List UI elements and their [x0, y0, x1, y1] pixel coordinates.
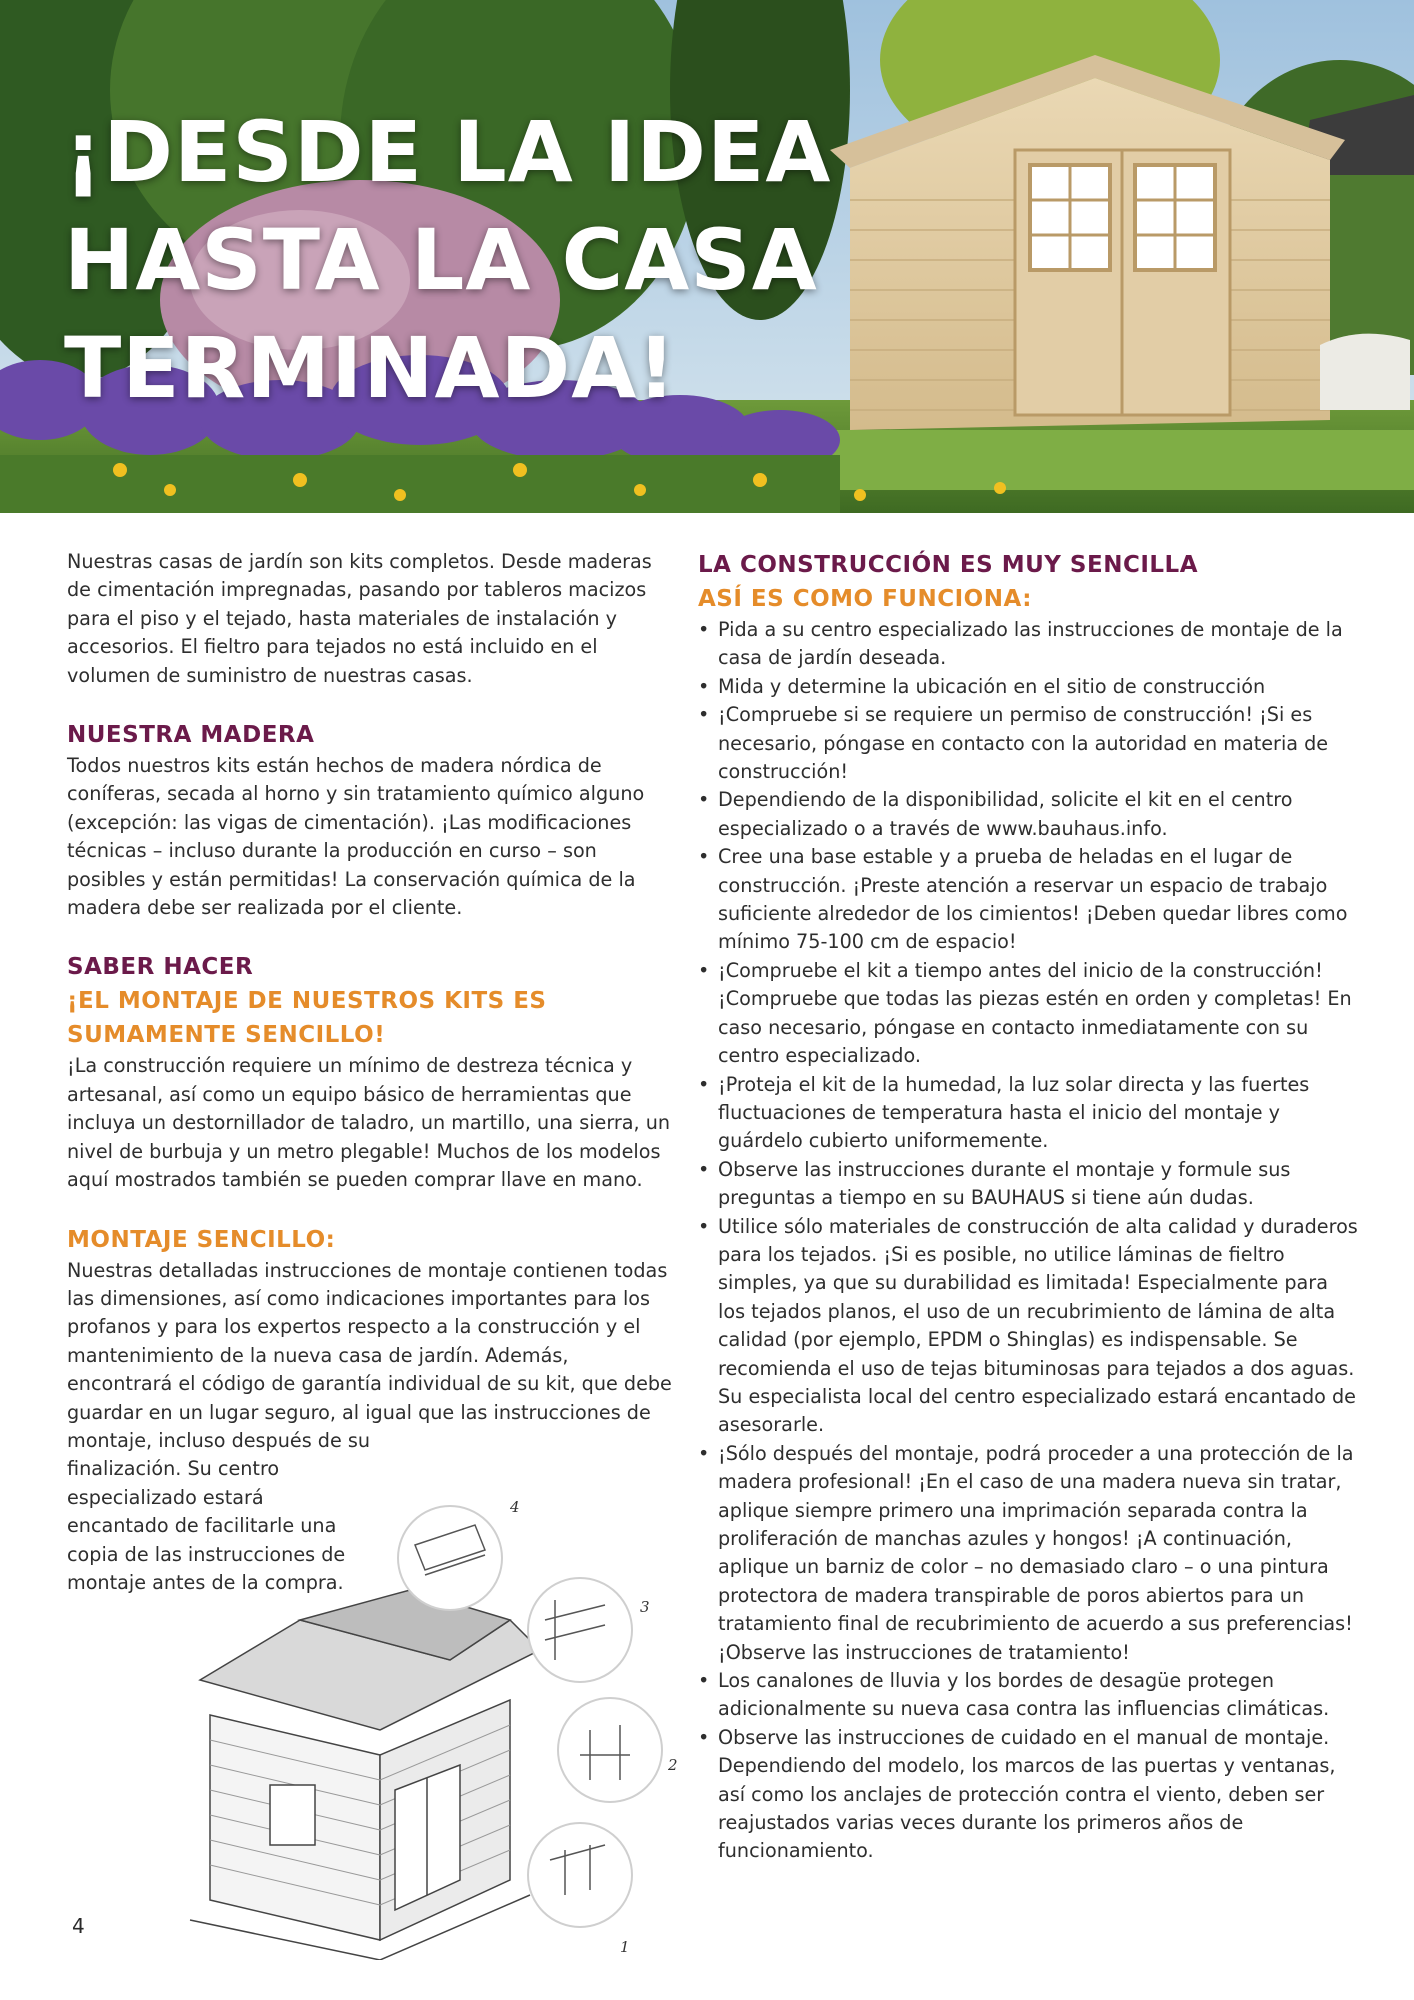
montaje-heading: MONTAJE SENCILLO:	[67, 1226, 336, 1253]
list-item: • Observe las instrucciones durante el montaje y formule sus preguntas a tiempo en su BAUHAUS si tiene aún dudas.	[698, 1156, 1358, 1213]
montaje-text: Nuestras detalladas instrucciones de montaje contienen todas las dimensiones, así como indicaciones importantes para los profanos y para los expertos respecto a la construcción y el mantenimiento de la nueva casa de jardín. Además, encontrará el código de garantía individual de su kit, que debe guardar en un lugar seguro, al igual que las instrucciones de montaje, incluso después de su	[67, 1258, 672, 1452]
hero-banner	[0, 0, 1414, 513]
list-item: • Cree una base estable y a prueba de heladas en el lugar de construcción. ¡Preste atención a reservar un espacio de trabajo suficiente alrededor de los cimientos! ¡Deben quedar libres como mínimo 75-100 cm de espacio!	[698, 843, 1358, 957]
list-item: • Mida y determine la ubicación en el sitio de construcción	[698, 673, 1358, 701]
list-item: • Observe las instrucciones de cuidado en el manual de montaje. Dependiendo del modelo, los marcos de las puertas y ventanas, así como los anclajes de protección contra el viento, deben ser reajustados varias veces durante los primeros años de funcionamiento.	[698, 1724, 1358, 1866]
page-number: 4	[72, 1914, 85, 1938]
construccion-heading: LA CONSTRUCCIÓN ES MUY SENCILLA	[698, 552, 1198, 578]
list-item: • ¡Sólo después del montaje, podrá proceder a una protección de la madera profesional! ¡En el caso de una madera nueva sin tratar, aplique siempre primero una imprimación separada contra la proliferación de manchas azules y hongos! ¡A continuación, aplique un barniz de color – no demasiado claro – o una pintura protectora de madera transpirable de poros abiertos para un tratamiento final de recubrimiento de acuerdo a sus preferencias! ¡Observe las instrucciones de tratamiento!	[698, 1440, 1358, 1667]
list-item: • ¡Compruebe el kit a tiempo antes del inicio de la construcción! ¡Compruebe que todas las piezas estén en orden y completas! En caso necesario, póngase en contacto inmediatamente con su centro especializado.	[698, 957, 1358, 1071]
page-title	[64, 98, 831, 422]
diagram-label-4: 4	[510, 1500, 520, 1516]
title-line-2: HASTA LA CASA	[64, 211, 818, 309]
madera-heading: NUESTRA MADERA	[67, 722, 315, 749]
list-item: • ¡Compruebe si se requiere un permiso de construcción! ¡Si es necesario, póngase en contacto con la autoridad en materia de construcción!	[698, 701, 1358, 786]
intro-text: Nuestras casas de jardín son kits completos. Desde maderas de cimentación impregnadas, pasando por tableros macizos para el piso y el tejado, hasta materiales de instalación y accesorios. El fieltro para tejados no está incluido en el volumen de suministro de nuestras casas.	[67, 550, 652, 687]
construction-steps-list	[698, 616, 1358, 1866]
list-item: • ¡Proteja el kit de la humedad, la luz solar directa y las fuertes fluctuaciones de temperatura hasta el inicio del montaje y guárdelo cubierto uniformemente.	[698, 1071, 1358, 1156]
left-column	[67, 548, 677, 1597]
title-line-3: TERMINADA!	[64, 319, 677, 417]
right-column	[698, 548, 1358, 1866]
saber-subheading: ¡EL MONTAJE DE NUESTROS KITS ES SUMAMENTE SENCILLO!	[67, 988, 547, 1049]
madera-text: Todos nuestros kits están hechos de madera nórdica de coníferas, secada al horno y sin tratamiento químico alguno (excepción: las vigas de cimentación). ¡Las modificaciones técnicas – incluso durante la producción en curso – son posibles y están permitidas! La conservación química de la madera debe ser realizada por el cliente.	[67, 754, 645, 920]
list-item: • Pida a su centro especializado las instrucciones de montaje de la casa de jardín deseada.	[698, 616, 1358, 673]
diagram-label-1: 1	[620, 1938, 630, 1956]
diagram-label-3: 3	[640, 1598, 650, 1616]
construccion-subheading: ASÍ ES COMO FUNCIONA:	[698, 586, 1032, 612]
montaje-text-short: finalización. Su centro especializado estará encantado de facilitarle una copia de las instrucciones de montaje antes de la compra.	[67, 1457, 346, 1594]
saber-text: ¡La construcción requiere un mínimo de destreza técnica y artesanal, así como un equipo básico de herramientas que incluya un destornillador de taladro, un martillo, una sierra, un nivel de burbuja y un metro plegable! Muchos de los modelos aquí mostrados también se pueden comprar llave en mano.	[67, 1054, 671, 1192]
title-line-1: ¡DESDE LA IDEA	[64, 103, 832, 201]
list-item: • Dependiendo de la disponibilidad, solicite el kit en el centro especializado o a través de www.bauhaus.info.	[698, 786, 1358, 843]
diagram-label-2: 2	[668, 1756, 678, 1774]
list-item: • Utilice sólo materiales de construcción de alta calidad y duraderos para los tejados. ¡Si es posible, no utilice láminas de fieltro simples, ya que su durabilidad es limitada! Especialmente para los tejados planos, el uso de un recubrimiento de lámina de alta calidad (por ejemplo, EPDM o Shinglas) es indispensable. Se recomienda el uso de tejas bituminosas para tejados a dos aguas. Su especialista local del centro especializado estará encantado de asesorarle.	[698, 1213, 1358, 1440]
saber-heading: SABER HACER	[67, 954, 254, 981]
list-item: • Los canalones de lluvia y los bordes de desagüe protegen adicionalmente su nueva casa contra las influencias climáticas.	[698, 1667, 1358, 1724]
assembly-diagram	[180, 1500, 700, 1960]
